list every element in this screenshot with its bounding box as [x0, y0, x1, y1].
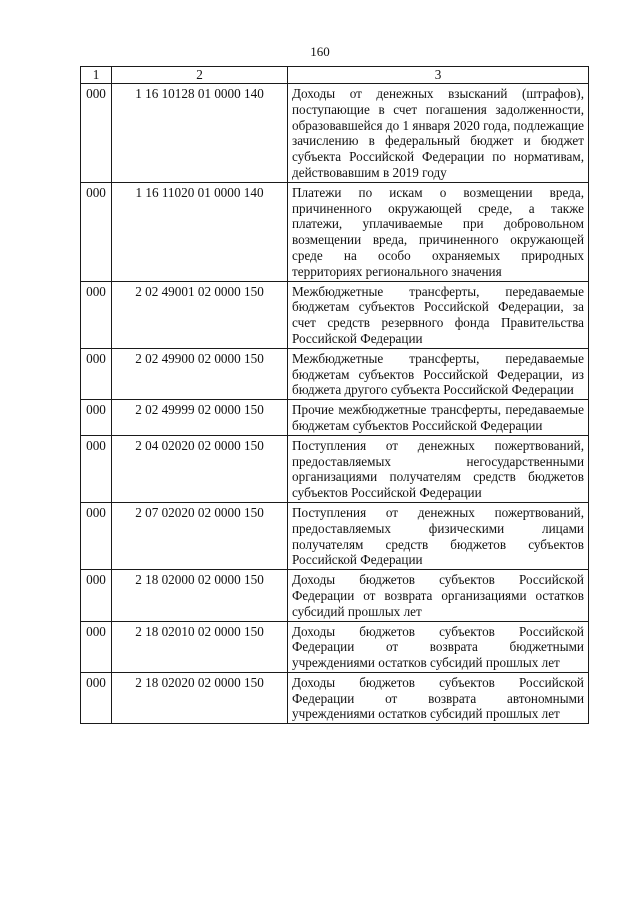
admin-code-cell: 000	[81, 570, 112, 621]
revenue-name-cell: Доходы бюджетов субъектов Российской Федерации от возврата организациями остатков субсидий прошлых лет	[288, 570, 589, 621]
table-header-row	[81, 67, 589, 84]
table-row	[81, 84, 589, 183]
revenue-name-cell: Доходы бюджетов субъектов Российской Федерации от возврата бюджетными учреждениями остатков субсидий прошлых лет	[288, 621, 589, 672]
table-row	[81, 672, 589, 723]
table-row	[81, 435, 589, 502]
admin-code-cell: 000	[81, 435, 112, 502]
revenue-name-cell: Поступления от денежных пожертвований, предоставляемых физическими лицами получателям средств бюджетов субъектов Российской Федерации	[288, 502, 589, 569]
budget-code-cell: 1 16 11020 01 0000 140	[112, 182, 288, 281]
admin-code-cell: 000	[81, 621, 112, 672]
revenue-name-cell: Платежи по искам о возмещении вреда, причиненного окружающей среде, а также платежи, уплачиваемые при добровольном возмещении вреда, причиненного окружающей среде на особо охраняемых природных территориях регионального значения	[288, 182, 589, 281]
revenue-name-cell: Межбюджетные трансферты, передаваемые бюджетам субъектов Российской Федерации, за счет средств резервного фонда Правительства Российской Федерации	[288, 281, 589, 348]
budget-code-cell: 2 02 49999 02 0000 150	[112, 400, 288, 436]
revenue-name-cell: Поступления от денежных пожертвований, предоставляемых негосударственными организациями получателям средств бюджетов субъектов Российской Федерации	[288, 435, 589, 502]
table-row	[81, 281, 589, 348]
budget-code-cell: 1 16 10128 01 0000 140	[112, 84, 288, 183]
budget-code-cell: 2 07 02020 02 0000 150	[112, 502, 288, 569]
header-col-2: 2	[112, 67, 288, 84]
admin-code-cell: 000	[81, 281, 112, 348]
page-number: 160	[310, 44, 330, 59]
admin-code-cell: 000	[81, 502, 112, 569]
revenue-name-cell: Доходы от денежных взысканий (штрафов), поступающие в счет погашения задолженности, образовавшейся до 1 января 2020 года, подлежащие зачислению в федеральный бюджет и бюджет субъекта Российской Федерации по нормативам, действовавшим в 2019 году	[288, 84, 589, 183]
table-row	[81, 400, 589, 436]
header-col-1: 1	[81, 67, 112, 84]
table-row	[81, 182, 589, 281]
revenue-name-cell: Доходы бюджетов субъектов Российской Федерации от возврата автономными учреждениями остатков субсидий прошлых лет	[288, 672, 589, 723]
admin-code-cell: 000	[81, 348, 112, 399]
admin-code-cell: 000	[81, 182, 112, 281]
budget-code-cell: 2 04 02020 02 0000 150	[112, 435, 288, 502]
table-row	[81, 502, 589, 569]
table-row	[81, 348, 589, 399]
header-col-3: 3	[288, 67, 589, 84]
budget-code-cell: 2 18 02000 02 0000 150	[112, 570, 288, 621]
budget-code-cell: 2 18 02020 02 0000 150	[112, 672, 288, 723]
revenue-name-cell: Межбюджетные трансферты, передаваемые бюджетам субъектов Российской Федерации, из бюджета другого субъекта Российской Федерации	[288, 348, 589, 399]
budget-code-cell: 2 02 49900 02 0000 150	[112, 348, 288, 399]
budget-code-cell: 2 02 49001 02 0000 150	[112, 281, 288, 348]
table-row	[81, 570, 589, 621]
revenue-name-cell: Прочие межбюджетные трансферты, передаваемые бюджетам субъектов Российской Федерации	[288, 400, 589, 436]
admin-code-cell: 000	[81, 400, 112, 436]
budget-codes-table	[80, 66, 589, 724]
budget-code-cell: 2 18 02010 02 0000 150	[112, 621, 288, 672]
admin-code-cell: 000	[81, 84, 112, 183]
admin-code-cell: 000	[81, 672, 112, 723]
table-row	[81, 621, 589, 672]
